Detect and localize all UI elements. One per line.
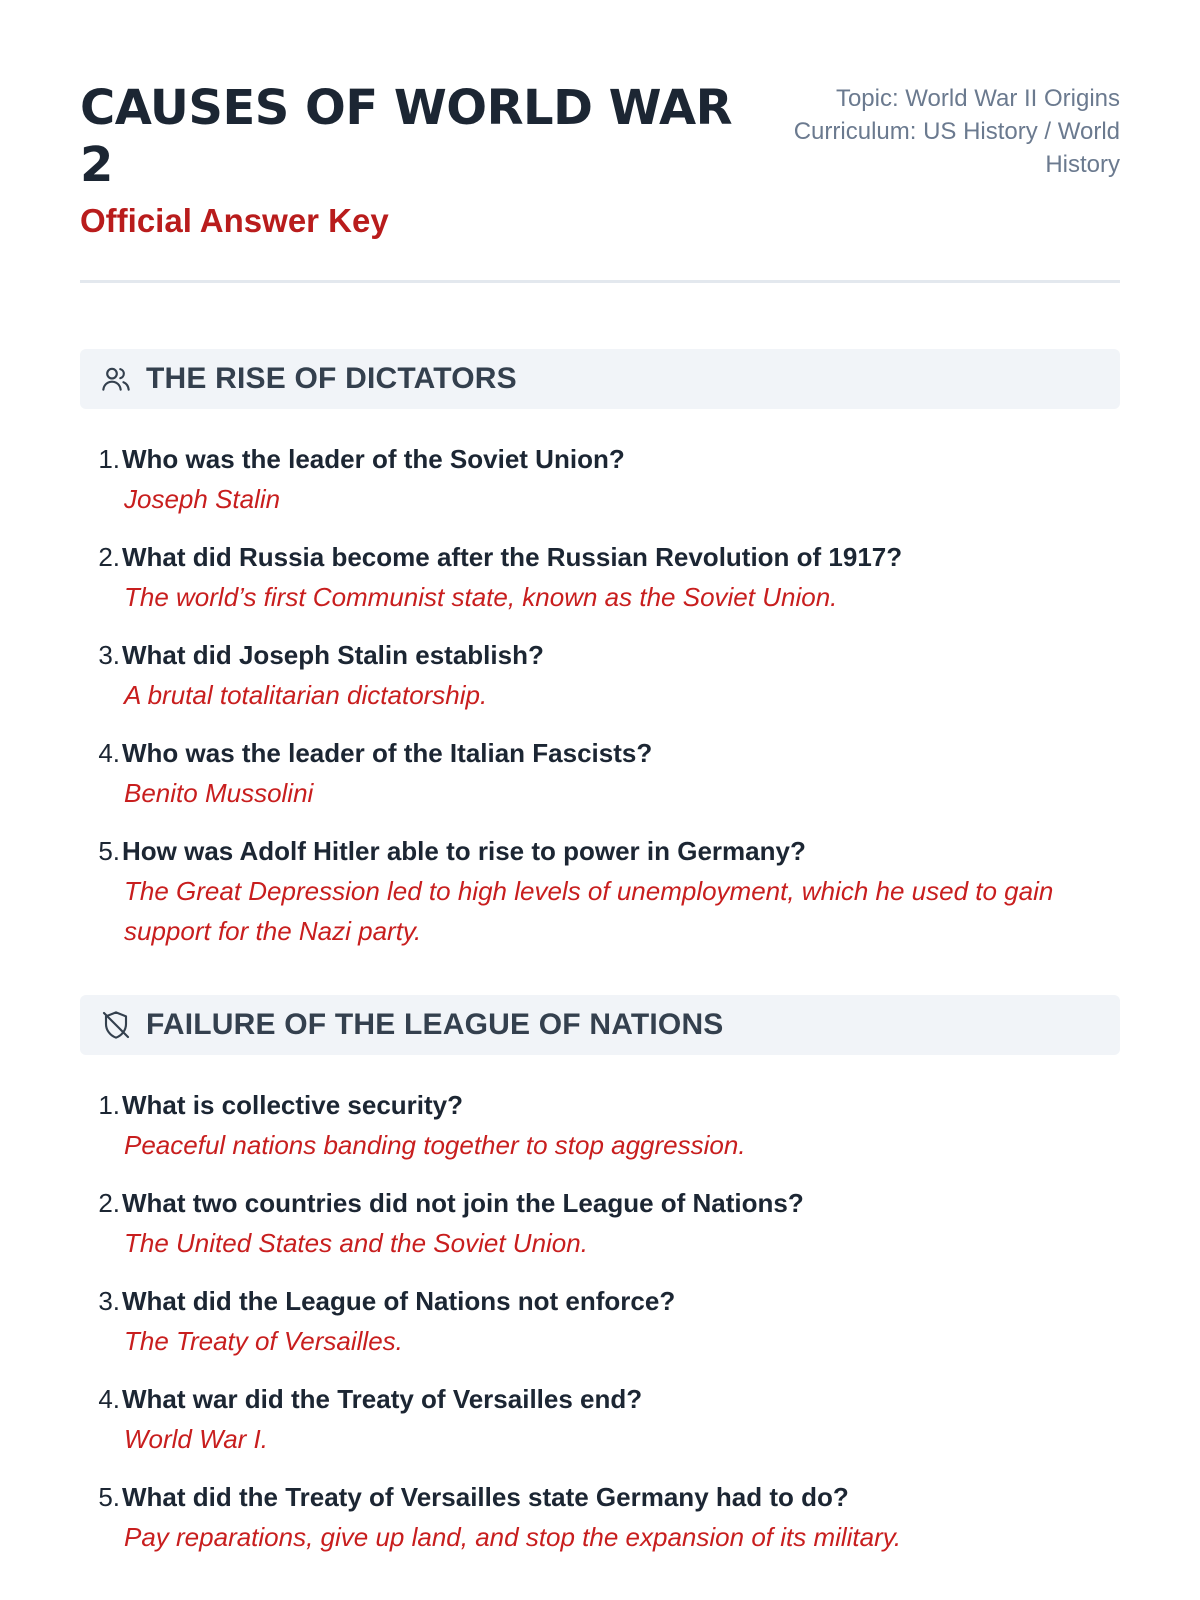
question-number: 2. <box>98 1188 120 1218</box>
curriculum-label: Curriculum: US History / World History <box>793 118 1120 178</box>
question-text: What did Joseph Stalin establish? <box>122 640 544 670</box>
question-list-league-of-nations <box>80 1085 1120 1557</box>
shield-off-icon <box>100 1009 132 1041</box>
question-text: What war did the Treaty of Versailles end? <box>122 1384 643 1414</box>
answer-text: Pay reparations, give up land, and stop the expansion of its military. <box>124 1522 902 1552</box>
header-divider <box>80 280 1120 283</box>
users-icon <box>100 363 132 395</box>
question-text: Who was the leader of the Soviet Union? <box>122 444 625 474</box>
question-text: What is collective security? <box>122 1090 464 1120</box>
question-number: 5. <box>98 1482 120 1512</box>
question-number: 1. <box>98 444 120 474</box>
list-item <box>80 1477 1120 1557</box>
answer-text: A brutal totalitarian dictatorship. <box>124 680 488 710</box>
answer-text: The United States and the Soviet Union. <box>124 1228 588 1258</box>
document-subtitle: Official Answer Key <box>80 202 389 239</box>
section-header-rise-of-dictators <box>80 349 1120 409</box>
question-text: What two countries did not join the League of Nations? <box>122 1188 804 1218</box>
question-number: 2. <box>98 542 120 572</box>
question-text: What did the Treaty of Versailles state Germany had to do? <box>122 1482 849 1512</box>
document-header <box>80 80 1120 242</box>
list-item <box>80 635 1120 715</box>
document-title: CAUSES OF WORLD WAR 2 <box>80 80 733 193</box>
question-number: 3. <box>98 640 120 670</box>
document-meta <box>770 82 1120 181</box>
section-title: THE RISE OF DICTATORS <box>146 362 517 395</box>
answer-text: Benito Mussolini <box>124 778 314 808</box>
answer-text: The Treaty of Versailles. <box>124 1326 403 1356</box>
question-number: 4. <box>98 738 120 768</box>
title-block <box>80 80 740 242</box>
question-text: What did the League of Nations not enforce? <box>122 1286 676 1316</box>
list-item <box>80 831 1120 951</box>
answer-text: The Great Depression led to high levels of unemployment, which he used to gain support for the Nazi party. <box>124 876 1054 946</box>
answer-text: Peaceful nations banding together to stop aggression. <box>124 1130 746 1160</box>
question-text: How was Adolf Hitler able to rise to power in Germany? <box>122 836 806 866</box>
list-item <box>80 733 1120 813</box>
answer-text: World War I. <box>124 1424 268 1454</box>
answer-text: The world’s first Communist state, known as the Soviet Union. <box>124 582 838 612</box>
question-number: 3. <box>98 1286 120 1316</box>
question-list-rise-of-dictators <box>80 439 1120 951</box>
section-header-league-of-nations <box>80 995 1120 1055</box>
question-number: 5. <box>98 836 120 866</box>
list-item <box>80 537 1120 617</box>
list-item <box>80 1085 1120 1165</box>
answer-text: Joseph Stalin <box>124 484 281 514</box>
question-text: Who was the leader of the Italian Fascists? <box>122 738 653 768</box>
topic-label: Topic: World War II Origins <box>835 85 1120 112</box>
section-title: FAILURE OF THE LEAGUE OF NATIONS <box>146 1008 724 1041</box>
list-item <box>80 1183 1120 1263</box>
list-item <box>80 1281 1120 1361</box>
question-number: 4. <box>98 1384 120 1414</box>
question-number: 1. <box>98 1090 120 1120</box>
list-item <box>80 1379 1120 1459</box>
question-text: What did Russia become after the Russian Revolution of 1917? <box>122 542 903 572</box>
list-item <box>80 439 1120 519</box>
